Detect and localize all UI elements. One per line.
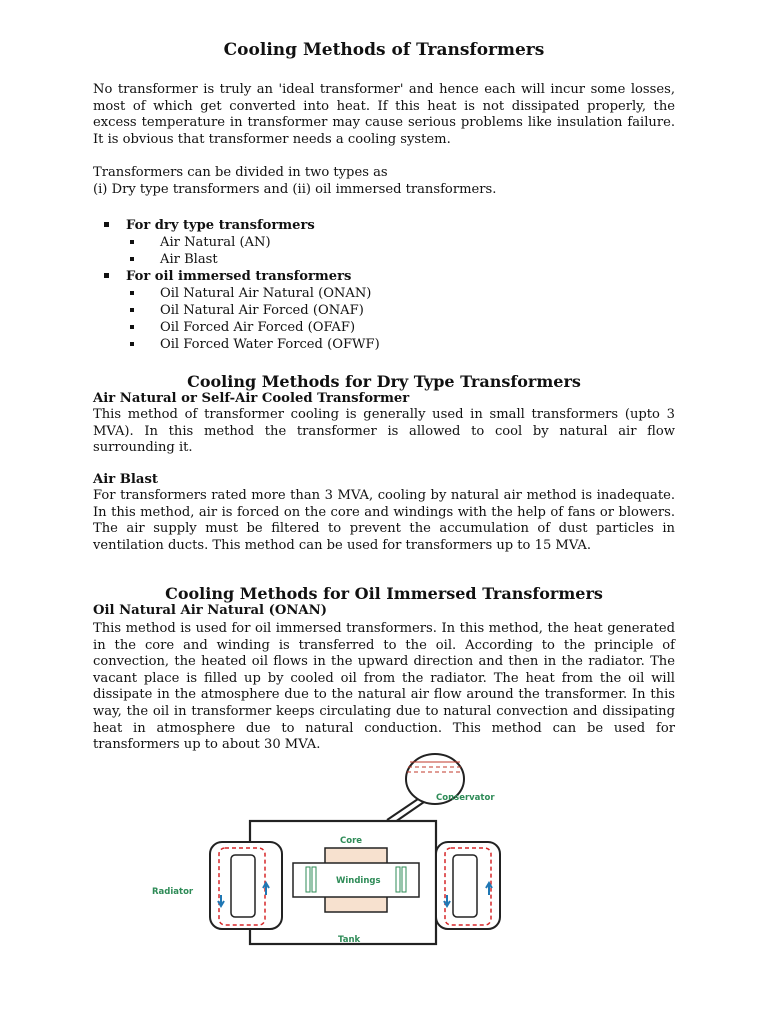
list-heading-dry-text: For dry type transformers [126,218,315,233]
list-item [160,302,364,319]
bullet-marker [104,222,109,227]
list-item-text: Air Natural (AN) [160,235,271,250]
list-item [160,319,355,336]
subheading-air-natural: Air Natural or Self-Air Cooled Transformer [93,391,410,406]
core-label: Core [340,836,363,846]
right-radiator [436,842,500,929]
list-item-text: Oil Natural Air Natural (ONAN) [160,286,372,301]
list-heading-dry [126,217,315,234]
section-heading-oil: Cooling Methods for Oil Immersed Transformers [165,584,603,603]
subheading-onan: Oil Natural Air Natural (ONAN) [93,603,327,618]
windings-label: Windings [336,876,381,886]
section-heading-dry: Cooling Methods for Dry Type Transformers [187,372,581,391]
onan-diagram [140,745,540,955]
conservator-label: Conservator [436,793,495,803]
list-item [160,234,271,251]
list-item-text: Air Blast [160,252,218,267]
list-item [160,336,380,353]
conservator-pipe [387,799,424,822]
paragraph-air-blast: For transformers rated more than 3 MVA, cooling by natural air method is inadequate. In this method, air is forced on the core and windings with the help of fans or blowers. The air supply must be filtered to prevent the accumulation of dust particles in ventilation ducts. This method can be used for transformers up to 15 MVA. [93,488,675,553]
list-item [160,285,371,302]
bullet-marker [130,240,134,244]
bullet-marker [130,257,134,261]
list-heading-oil-text: For oil immersed transformers [126,269,352,284]
list-item-text: Oil Natural Air Forced (ONAF) [160,303,364,318]
bullet-marker [104,273,109,278]
bullet-marker [130,325,134,329]
subheading-air-blast: Air Blast [93,472,158,487]
left-radiator [210,842,282,929]
tank-label: Tank [338,935,361,945]
bullet-marker [130,342,134,346]
intro-types-line: Transformers can be divided in two types as [93,165,388,180]
list-item-text: Oil Forced Air Forced (OFAF) [160,320,356,335]
bullet-marker [130,308,134,312]
list-item-text: Oil Forced Water Forced (OFWF) [160,337,380,352]
intro-types-list-line: (i) Dry type transformers and (ii) oil immersed transformers. [93,182,497,197]
list-heading-oil [126,268,351,285]
bullet-marker [130,291,134,295]
paragraph-onan: This method is used for oil immersed transformers. In this method, the heat generated in the core and winding is transferred to the oil. According to the principle of convection, the heated oil flows in the upward direction and then in the radiator. The vacant place is filled up by cooled oil from the radiator. The heat from the oil will dissipate in the atmosphere due to the natural air flow around the transformer. In this way, the oil in transformer keeps circulating due to natural convection and dissipating heat in atmosphere due to natural conduction. This method can be used for transformers up to about 30 MVA. [93,621,675,753]
list-item [160,251,218,268]
paragraph-air-natural: This method of transformer cooling is generally used in small transformers (upto 3 MVA). In this method the transformer is allowed to cool by natural air flow surrounding it. [93,407,675,456]
document-title: Cooling Methods of Transformers [223,40,545,60]
radiator-label: Radiator [152,887,194,897]
intro-paragraph: No transformer is truly an 'ideal transformer' and hence each will incur some losses, most of which get converted into heat. If this heat is not dissipated properly, the excess temperature in transformer may cause serious problems like insulation failure. It is obvious that transformer needs a cooling system. [93,82,675,147]
